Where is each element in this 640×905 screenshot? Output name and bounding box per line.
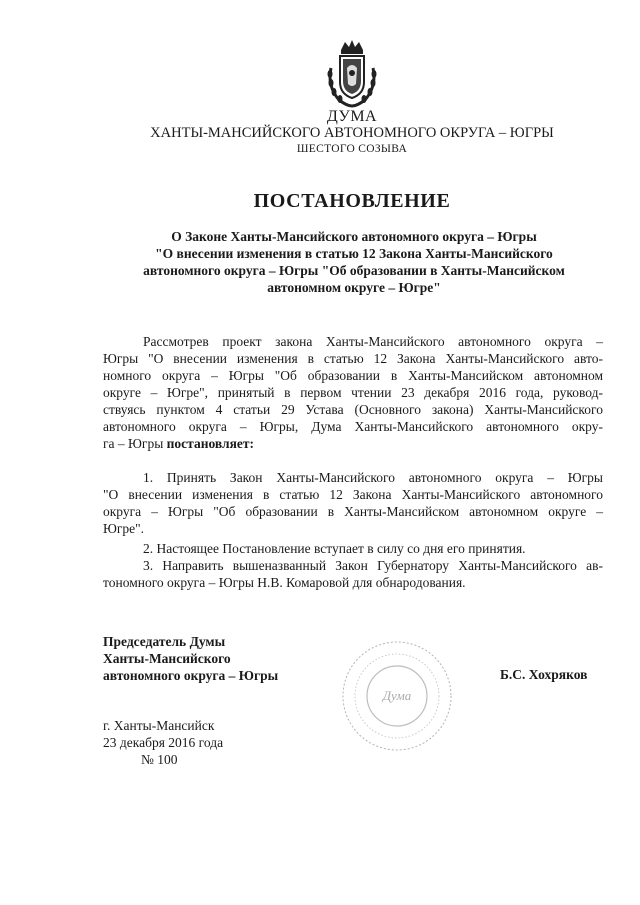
signatory-title: [103, 633, 278, 684]
resolution-item-2: [103, 540, 603, 557]
preamble-last-line: [103, 435, 603, 452]
preamble-paragraph: [103, 333, 603, 452]
document-subject: [104, 228, 604, 296]
subject-line: "О внесении изменения в статью 12 Закона Ханты-Мансийского: [155, 246, 553, 261]
subject-line: автономном округе – Югре": [267, 280, 441, 295]
resolution-item-1: [103, 469, 603, 537]
document-type-title: ПОСТАНОВЛЕНИЕ: [253, 190, 451, 212]
item-line: Югре".: [103, 521, 145, 536]
item-line: 2. Настоящее Постановление вступает в силу со дня его принятия.: [143, 541, 526, 556]
subject-line: автономного округа – Югры "Об образовании в Ханты-Мансийском: [143, 263, 565, 278]
council-name: ДУМА: [326, 108, 378, 125]
signatory-name: Б.С. Хохряков: [500, 667, 588, 682]
item-line: 3. Направить вышеназванный Закон Губернатору Ханты-Мансийского ав-: [143, 558, 603, 573]
item-line: "О внесении изменения в статью 12 Закона Ханты-Мансийского автономного: [103, 487, 603, 502]
preamble-line: номного округа – Югры "Об образовании в Ханты-Мансийском автономном: [103, 368, 603, 383]
item-line: тономного округа – Югры Н.В. Комаровой для обнародования.: [103, 575, 466, 590]
signatory-title-line: Ханты-Мансийского: [103, 651, 231, 666]
preamble-line: округе – Югре", принятый в первом чтении 23 декабря 2016 года, руковод-: [103, 385, 603, 400]
coat-of-arms-icon: [323, 38, 381, 108]
subject-line: О Законе Ханты-Мансийского автономного округа – Югры: [171, 229, 537, 244]
date: 23 декабря 2016 года: [103, 735, 224, 750]
preamble-line: Югры "О внесении изменения в статью 12 Закона Ханты-Мансийского авто-: [103, 351, 603, 366]
item-line: округа – Югры "Об образовании в Ханты-Мансийском автономном округе –: [103, 504, 603, 519]
document-number: № 100: [141, 752, 178, 767]
resolution-item-3: [103, 557, 603, 591]
official-seal: [341, 640, 453, 752]
item-line: 1. Принять Закон Ханты-Мансийского автономного округа – Югры: [143, 470, 603, 485]
place-date-number: [103, 717, 223, 768]
resolves-keyword: постановляет:: [166, 436, 255, 451]
region-name: ХАНТЫ-МАНСИЙСКОГО АВТОНОМНОГО ОКРУГА – ЮГРЫ: [150, 125, 554, 141]
convocation: ШЕСТОГО СОЗЫВА: [296, 143, 408, 155]
preamble-line: автономного округа – Югры, Дума Ханты-Мансийского автономного окру-: [103, 419, 603, 434]
preamble-line-text: га – Югры: [103, 436, 167, 451]
preamble-line: ствуясь пунктом 4 статьи 29 Устава (Основного закона) Ханты-Мансийского: [103, 402, 603, 417]
signatory-title-line: автономного округа – Югры: [103, 668, 279, 683]
signatory-title-line: Председатель Думы: [103, 634, 226, 649]
city: г. Ханты-Мансийск: [103, 718, 215, 733]
svg-text:Дума: Дума: [382, 688, 412, 703]
preamble-line: Рассмотрев проект закона Ханты-Мансийского автономного округа –: [143, 334, 603, 349]
